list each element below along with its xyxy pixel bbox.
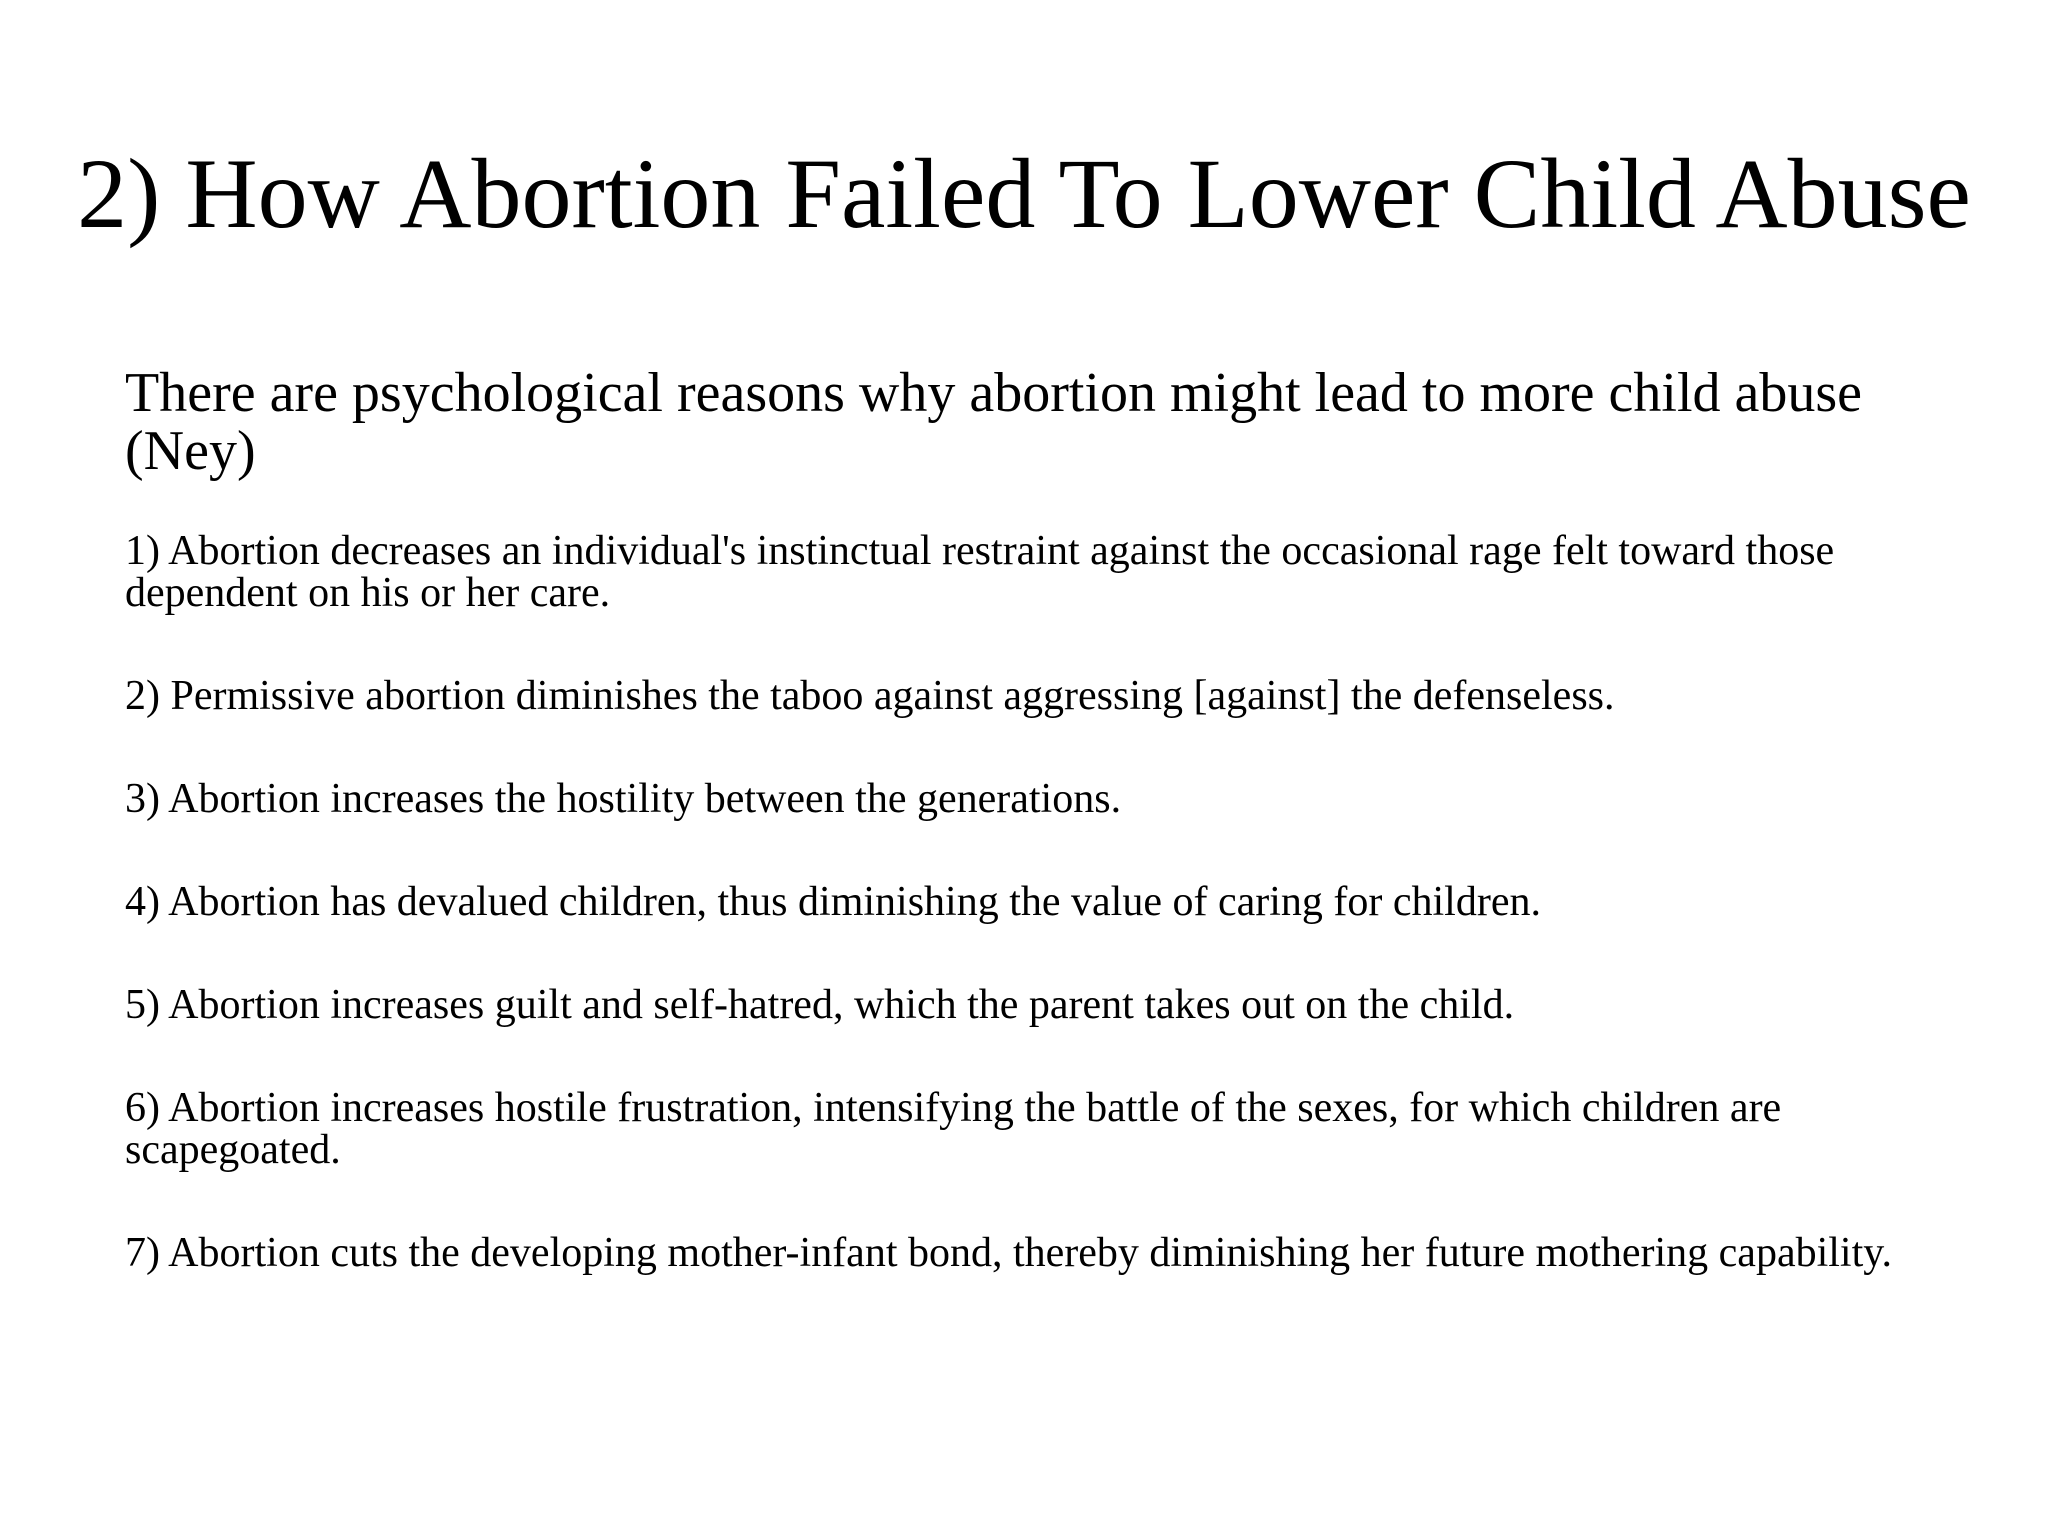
- slide-body: [125, 364, 1945, 1335]
- reason-item: 4) Abortion has devalued children, thus diminishing the value of caring for children.: [125, 879, 1541, 925]
- intro-text: There are psychological reasons why abortion might lead to more child abuse (Ney): [125, 362, 1863, 482]
- reasons-list: [125, 530, 1945, 1274]
- reason-item: 6) Abortion increases hostile frustration, intensifying the battle of the sexes, for which children are scapegoated.: [125, 1085, 1782, 1173]
- reason-item: 5) Abortion increases guilt and self-hatred, which the parent takes out on the child.: [125, 982, 1515, 1028]
- reason-item: 7) Abortion cuts the developing mother-infant bond, thereby diminishing her future mothering capability.: [125, 1230, 1893, 1276]
- reason-item: 3) Abortion increases the hostility between the generations.: [125, 776, 1122, 822]
- reason-item: 1) Abortion decreases an individual's instinctual restraint against the occasional rage felt toward those dependent on his or her care.: [125, 528, 1835, 616]
- slide-title: 2) How Abortion Failed To Lower Child Abuse: [77, 138, 1971, 249]
- reason-item: 2) Permissive abortion diminishes the taboo against aggressing [against] the defenseless.: [125, 673, 1615, 719]
